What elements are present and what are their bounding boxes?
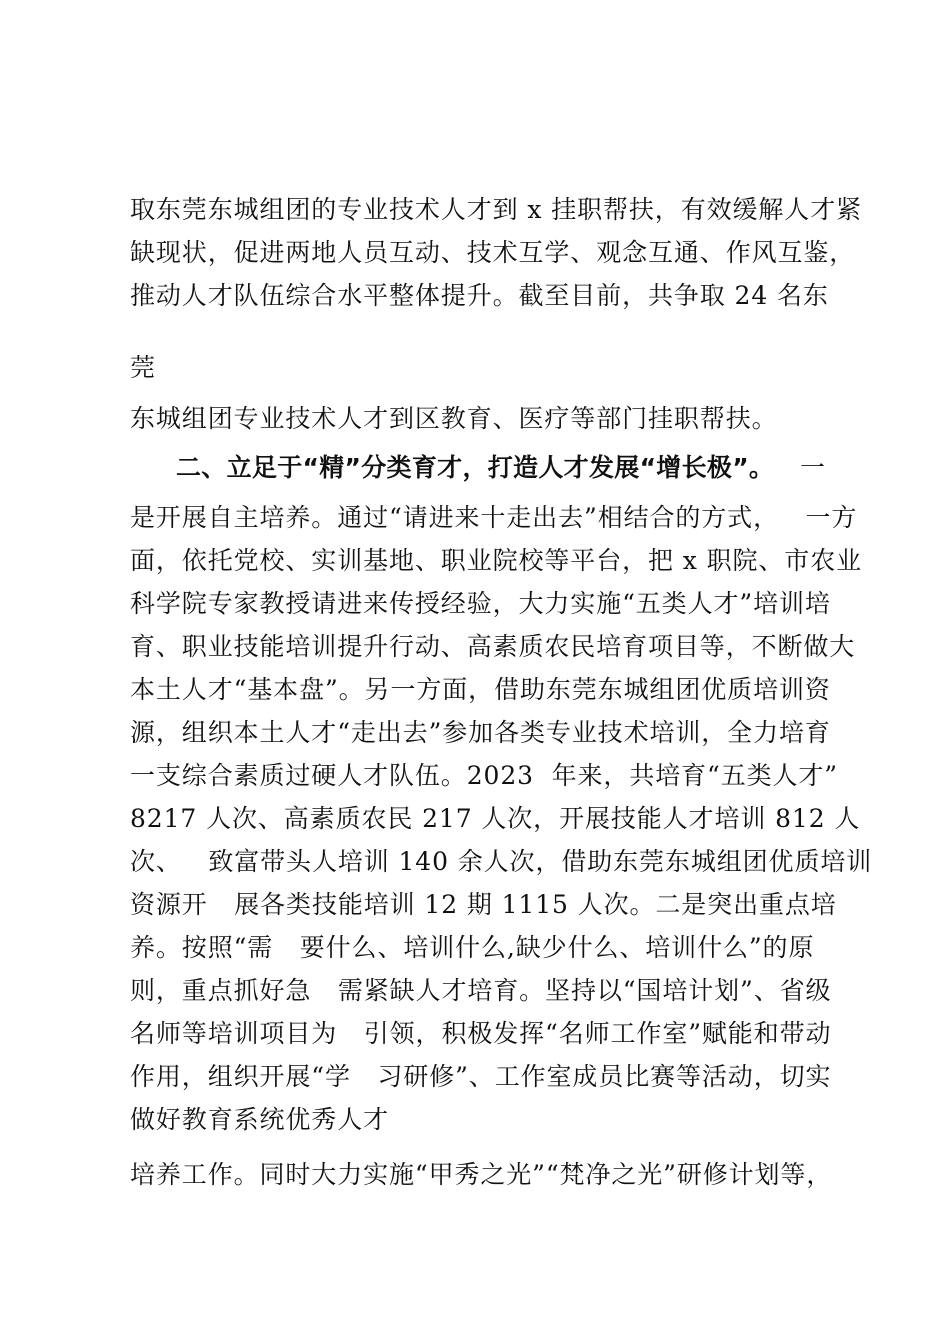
paragraph-line: 资源开 展各类技能培训 12 期 1115 人次。二是突出重点培 <box>130 890 837 919</box>
section-heading: 二、立足于“精”分类育才，打造人才发展“增长极”。 <box>176 453 775 482</box>
paragraph-line: 次、 致富带头人培训 140 余人次，借助东莞东城组团优质培训 <box>130 847 873 876</box>
paragraph-line: 作用，组织开展“学 习研修”、工作室成员比赛等活动，切实 <box>130 1062 832 1091</box>
paragraph-line: 科学院专家教授请进来传授经验，大力实施“五类人才”培训培 <box>130 589 831 618</box>
paragraph-line: 取东莞东城组团的专业技术人才到 x 挂职帮扶，有效缓解人才紧 <box>130 195 862 224</box>
paragraph-line: 一支综合素质过硬人才队伍。2023 年来，共培育“五类人才” <box>130 761 838 790</box>
paragraph-line: 东城组团专业技术人才到区教育、医疗等部门挂职帮扶。 <box>130 404 778 433</box>
paragraph-line: 缺现状，促进两地人员互动、技术互学、观念互通、作风互鉴， <box>130 238 856 267</box>
paragraph-line: 育、职业技能培训提升行动、高素质农民培育项目等，不断做大 <box>130 632 856 661</box>
paragraph-line: 是开展自主培养。通过“请进来十走出去”相结合的方式， 一方 <box>130 503 858 532</box>
paragraph-line: 源，组织本土人才“走出去”参加各类专业技术培训，全力培育 <box>130 718 831 747</box>
paragraph-line: 培养工作。同时大力实施“甲秀之光”“梵净之光”研修计划等， <box>130 1160 833 1189</box>
paragraph-line: 做好教育系统优秀人才 <box>130 1105 390 1134</box>
heading-tail-text: 一 <box>800 453 826 482</box>
paragraph-line: 推动人才队伍综合水平整体提升。截至目前，共争取 24 名东 <box>130 281 829 310</box>
paragraph-line: 8217 人次、高素质农民 217 人次，开展技能人才培训 812 人 <box>130 804 861 833</box>
paragraph-line: 本土人才“基本盘”。另一方面，借助东莞东城组团优质培训资 <box>130 675 831 704</box>
paragraph-line: 名师等培训项目为 引领，积极发挥“名师工作室”赋能和带动 <box>130 1019 832 1048</box>
paragraph-line: 面，依托党校、实训基地、职业院校等平台，把 x 职院、市农业 <box>130 546 862 575</box>
paragraph-line: 养。按照“需 要什么、培训什么,缺少什么、培训什么”的原 <box>130 933 815 962</box>
paragraph-line: 莞 <box>130 353 156 382</box>
paragraph-line: 则，重点抓好急 需紧缺人才培育。坚持以“国培计划”、省级 <box>130 976 832 1005</box>
